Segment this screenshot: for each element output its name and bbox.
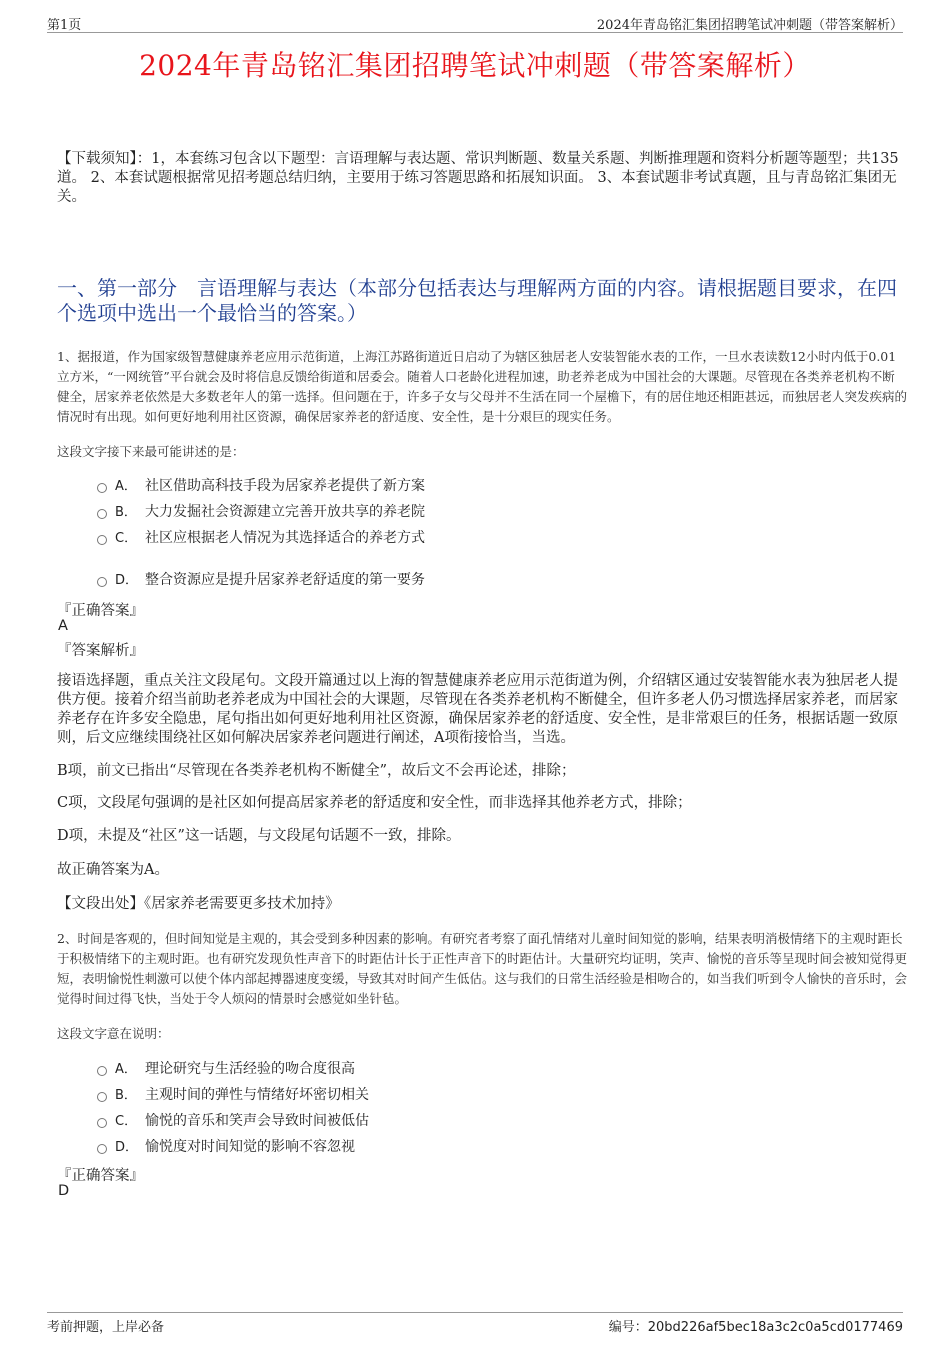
question-1-analysis-label: 『答案解析』 bbox=[57, 643, 144, 659]
header-doc-title: 2024年青岛铭汇集团招聘笔试冲刺题（带答案解析） bbox=[596, 18, 903, 33]
radio-icon[interactable] bbox=[97, 535, 107, 545]
page-number: 第1页 bbox=[47, 18, 82, 33]
question-1-prompt: 这段文字接下来最可能讲述的是： bbox=[57, 444, 245, 459]
question-2-option-a[interactable]: A． 理论研究与生活经验的吻合度很高 bbox=[97, 1059, 355, 1079]
question-1-text: 1、据报道，作为国家级智慧健康养老应用示范街道，上海江苏路街道近日启动了为辖区独居老人安装智能水表的工作，一旦水表读数12小时内低于0.01立方米，“一网统管”平台就会及时将信息反馈给街道和居委会。随着人口老龄化进程加速，助老养老成为中国社会的大课题。尽管现在各类养老机构不断健全，居家养老依然是大多数老年人的第一选择。但问题在于，许多子女与父母并不生活在同一个屋檐下，有的居住地还相距甚远，而独居老人突发疾病的情况时有出现。如何更好地利用社区资源，确保居家养老的舒适度、安全性，是十分艰巨的现实任务。 bbox=[57, 349, 908, 424]
question-1-option-d[interactable]: D． 整合资源应是提升居家养老舒适度的第一要务 bbox=[97, 570, 425, 590]
question-2-text: 2、时间是客观的，但时间知觉是主观的，其会受到多种因素的影响。有研究者考察了面孔情绪对儿童时间知觉的影响，结果表明消极情绪下的主观时距长于积极情绪下的主观时距。也有研究发现负性声音下的时距估计长于正性声音下的时距估计。大量研究均证明，笑声、愉悦的音乐等呈现时间会被知觉得更短，表明愉悦性刺激可以使个体内部起搏器速度变缓，导致其对时间产生低估。这与我们的日常生活经验是相吻合的，如当我们听到令人愉快的音乐时，会觉得时间过得飞快，当处于令人烦闷的情景时会感觉如坐针毡。 bbox=[57, 931, 908, 1006]
footer-slogan: 考前押题，上岸必备 bbox=[47, 1320, 165, 1335]
question-1-source: 【文段出处】《居家养老需要更多技术加持》 bbox=[57, 896, 340, 912]
radio-icon[interactable] bbox=[97, 1066, 107, 1076]
radio-icon[interactable] bbox=[97, 1118, 107, 1128]
question-1-analysis-d: D项，未提及“社区”这一话题，与文段尾句话题不一致，排除。 bbox=[57, 828, 461, 844]
question-2-option-c[interactable]: C． 愉悦的音乐和笑声会导致时间被低估 bbox=[97, 1111, 369, 1131]
question-2-answer-label: 『正确答案』 bbox=[57, 1168, 144, 1184]
page-footer bbox=[47, 1312, 903, 1333]
page-header bbox=[47, 14, 903, 33]
question-1-answer: A bbox=[58, 618, 68, 634]
question-1-analysis-c: C项，文段尾句强调的是社区如何提高居家养老的舒适度和安全性，而非选择其他养老方式，排除； bbox=[57, 795, 692, 811]
question-1-option-a[interactable]: A． 社区借助高科技手段为居家养老提供了新方案 bbox=[97, 476, 425, 496]
question-2-prompt: 这段文字意在说明： bbox=[57, 1026, 170, 1041]
section-title: 一、第一部分 言语理解与表达（本部分包括表达与理解两方面的内容。请根据题目要求，在四个选项中选出一个最恰当的答案。） bbox=[57, 276, 897, 325]
question-1-conclusion: 故正确答案为A。 bbox=[57, 862, 169, 878]
question-2-answer: D bbox=[58, 1183, 70, 1199]
download-notice: 【下载须知】：1，本套练习包含以下题型：言语理解与表达题、常识判断题、数量关系题、判断推理题和资料分析题等题型；共135道。 2、本套试题根据常见招考题总结归纳，主要用于练习答题思路和拓展知识面。 3、本套试题非考试真题，且与青岛铭汇集团无关。 bbox=[57, 151, 899, 205]
question-1-analysis-main: 接语选择题，重点关注文段尾句。文段开篇通过以上海的智慧健康养老应用示范街道为例，介绍辖区通过安装智能水表为独居老人提供方便。接着介绍当前助老养老成为中国社会的大课题，尽管现在各类养老机构不断健全，但许多老人仍习惯选择居家养老，而居家养老存在许多安全隐患，尾句指出如何更好地利用社区资源，确保居家养老的舒适度、安全性，是非常艰巨的任务，根据话题一致原则，后文应继续围绕社区如何解决居家养老问题进行阐述，A项衔接恰当，当选。 bbox=[57, 673, 898, 746]
radio-icon[interactable] bbox=[97, 577, 107, 587]
radio-icon[interactable] bbox=[97, 1092, 107, 1102]
question-1-answer-label: 『正确答案』 bbox=[57, 603, 144, 619]
question-1-option-b[interactable]: B． 大力发掘社会资源建立完善开放共享的养老院 bbox=[97, 502, 425, 522]
question-2-option-b[interactable]: B． 主观时间的弹性与情绪好坏密切相关 bbox=[97, 1085, 369, 1105]
radio-icon[interactable] bbox=[97, 509, 107, 519]
radio-icon[interactable] bbox=[97, 483, 107, 493]
question-2-option-d[interactable]: D． 愉悦度对时间知觉的影响不容忽视 bbox=[97, 1137, 355, 1157]
radio-icon[interactable] bbox=[97, 1144, 107, 1154]
document-title: 2024年青岛铭汇集团招聘笔试冲刺题（带答案解析） bbox=[139, 49, 811, 82]
question-1-analysis-b: B项，前文已指出“尽管现在各类养老机构不断健全”，故后文不会再论述，排除； bbox=[57, 763, 576, 779]
question-1-option-c[interactable]: C． 社区应根据老人情况为其选择适合的养老方式 bbox=[97, 528, 425, 548]
footer-code: 编号：20bd226af5bec18a3c2c0a5cd0177469 bbox=[608, 1320, 903, 1335]
